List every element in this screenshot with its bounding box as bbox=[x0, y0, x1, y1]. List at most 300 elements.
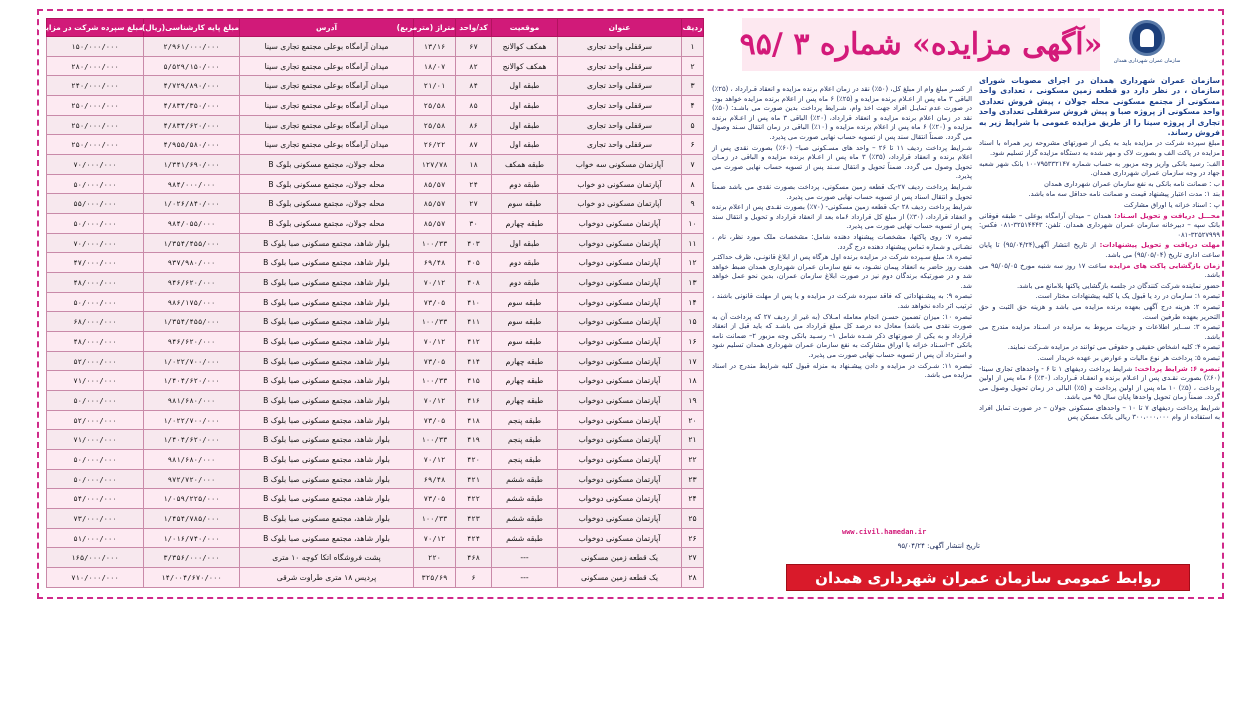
auction-table bbox=[11, 18, 704, 588]
website-link[interactable]: www.civil.hamedan.ir bbox=[842, 528, 927, 536]
deadline-label: مهلت دریافت و تحویل پیشنهادات: bbox=[1099, 241, 1221, 250]
table-cell: ۴۷/۰۰۰/۰۰۰ bbox=[47, 253, 144, 273]
table-row bbox=[47, 194, 704, 214]
table-cell: ۵۰/۰۰۰/۰۰۰ bbox=[47, 450, 144, 470]
table-cell: ۶۹/۴۸ bbox=[414, 469, 456, 489]
table-cell: ۸۵/۵۷ bbox=[414, 174, 456, 194]
table-cell: ۹ bbox=[682, 194, 704, 214]
table-cell: ۵۲/۰۰۰/۰۰۰ bbox=[47, 410, 144, 430]
table-cell: آپارتمان مسکونی دوخواب bbox=[558, 312, 682, 332]
header-row-number: ردیف bbox=[682, 19, 704, 37]
table-row bbox=[47, 548, 704, 568]
note-5: تبصره ۵: پرداخت هر نوع مالیات و عوارض بر عهده خریدار است. bbox=[1037, 353, 1220, 362]
table-cell: ۹۸۴/۰۰۰/۰۰۰ bbox=[144, 174, 240, 194]
attendance-note: حضور نماینده شرکت کنندگان در جلسه بازگشایی پاکتها بلامانع می باشد. bbox=[1017, 281, 1220, 290]
title-banner bbox=[739, 18, 1103, 71]
table-row bbox=[47, 253, 704, 273]
table-cell: آپارتمان مسکونی دو خواب bbox=[558, 174, 682, 194]
table-cell: ۷۰/۰۰۰/۰۰۰ bbox=[47, 233, 144, 253]
deadline-text: از تاریخ انتشار آگهی(۹۵/۰۴/۲۴) تا پایان ساعت اداری تاریخ (۹۵/۰۵/۰۴) می باشد. bbox=[979, 241, 1220, 259]
table-cell: ۱۴ bbox=[682, 292, 704, 312]
table-cell: ۵۰/۰۰۰/۰۰۰ bbox=[47, 214, 144, 234]
table-cell: ۹۳۷/۹۸۰/۰۰۰ bbox=[144, 253, 240, 273]
table-cell: ۱/۰۲۲/۷۰۰/۰۰۰ bbox=[144, 410, 240, 430]
table-cell: ۱/۴۰۴/۶۲۰/۰۰۰ bbox=[144, 371, 240, 391]
header-base-price: مبلغ پایه کارشناسی(ریال) bbox=[144, 19, 240, 37]
conditions-column-middle bbox=[712, 85, 972, 537]
table-cell: ۱۶ bbox=[682, 332, 704, 352]
table-row bbox=[47, 528, 704, 548]
table-cell: همکف کوالانج bbox=[492, 56, 558, 76]
table-row bbox=[47, 56, 704, 76]
table-cell: آپارتمان مسکونی سه خواب bbox=[558, 155, 682, 175]
table-cell: طبقه سوم bbox=[492, 194, 558, 214]
table-cell: ۷۰/۱۲ bbox=[414, 528, 456, 548]
table-cell: میدان آرامگاه بوعلی مجتمع تجاری سینا bbox=[240, 115, 414, 135]
publication-date: تاریخ انتشار آگهی: ۹۵/۰۴/۲۴ bbox=[897, 542, 980, 550]
table-cell: ۱۴/۰۰۴/۶۷۰/۰۰۰ bbox=[144, 568, 240, 588]
table-row bbox=[47, 96, 704, 116]
table-cell: ۱/۴۵۴/۷۸۵/۰۰۰ bbox=[144, 509, 240, 529]
table-cell: آپارتمان مسکونی دوخواب bbox=[558, 410, 682, 430]
payment-row-27: شـرایط پرداخت ردیف ۲۷-یک قطعه زمین مسکونی، پرداخت بصورت نقدی می باشد ضمناً تحویل و انتقال اسناد پس از تسویه حساب نهایی صورت می پذیرد. bbox=[712, 182, 972, 201]
table-cell: طبقه پنجم bbox=[492, 410, 558, 430]
table-cell: ۲۱/۰۱ bbox=[414, 76, 456, 96]
note-9: تبصره ۹: به پیشـنهاداتی که فاقد سپرده شرکت در مزایده و یا پس از مهلت قانونی باشند ، ترتیب اثر داده نخواهد شد. bbox=[712, 292, 972, 311]
table-cell: آپارتمان مسکونی دوخواب bbox=[558, 391, 682, 411]
table-cell: ۱ bbox=[682, 37, 704, 57]
note-3: تبصره ۳: ســایر اطلاعات و جزییات مربوط به مزایده در اسـناد مزایده مندرج می باشد. bbox=[979, 323, 1220, 341]
table-cell: ۲۷ bbox=[456, 194, 492, 214]
table-cell: ۸ bbox=[682, 174, 704, 194]
table-row bbox=[47, 292, 704, 312]
table-cell: ۲ bbox=[682, 56, 704, 76]
table-cell: ۳ bbox=[682, 76, 704, 96]
page-bottom bbox=[0, 600, 1258, 701]
table-cell: آپارتمان مسکونی دوخواب bbox=[558, 489, 682, 509]
table-cell: بلوار شاهد، مجتمع مسکونی صبا بلوک B bbox=[240, 312, 414, 332]
table-cell: ۸۷ bbox=[456, 135, 492, 155]
table-cell: میدان آرامگاه بوعلی مجتمع تجاری سینا bbox=[240, 96, 414, 116]
table-cell: ۷ bbox=[682, 155, 704, 175]
table-cell: ۱۳/۱۶ bbox=[414, 37, 456, 57]
table-row bbox=[47, 115, 704, 135]
table-cell: ۱۰۰/۳۳ bbox=[414, 312, 456, 332]
table-cell: آپارتمان مسکونی دوخواب bbox=[558, 509, 682, 529]
table-cell: ۵ bbox=[682, 115, 704, 135]
table-cell: ۱۷ bbox=[682, 351, 704, 371]
table-cell: طبقه پنجم bbox=[492, 450, 558, 470]
table-cell: ۸۵ bbox=[456, 96, 492, 116]
table-cell: ۸۵/۵۷ bbox=[414, 194, 456, 214]
table-row bbox=[47, 332, 704, 352]
table-cell: بلوار شاهد، مجتمع مسکونی صبا بلوک B bbox=[240, 528, 414, 548]
table-cell: ۶ bbox=[456, 568, 492, 588]
table-cell: ۱۸ bbox=[456, 155, 492, 175]
logo-caption: سازمان عمران شهرداری همدان bbox=[1113, 58, 1181, 64]
table-cell: ۴۰۳ bbox=[456, 233, 492, 253]
table-body bbox=[47, 37, 704, 588]
table-cell: ۱/۰۲۲/۷۰۰/۰۰۰ bbox=[144, 351, 240, 371]
table-cell: ۴ bbox=[682, 96, 704, 116]
table-cell: طبقه دوم bbox=[492, 174, 558, 194]
table-cell: طبقه ششم bbox=[492, 489, 558, 509]
table-cell: طبقه پنجم bbox=[492, 430, 558, 450]
note-6-text: شرایط پرداخت ردیفهای ۱ تا ۶ - واحدهای تجاری سینا- (۶۰٪) بصورت نقـدی پس از اعـلام برنده و انعقـاد قـرارداد، (۳۰٪) ۶ ماه پس از اولین پرداخت ، (۵٪) ۱۰ ماه پس از اولین پرداخت و (۵٪) البالی در زمان تحویل وصول می گردد. ضمناً زمان تحویل واحدها پایان سال ۹۵ می باشد. bbox=[979, 364, 1220, 402]
table-cell: ۲/۹۶۱/۰۰۰/۰۰۰ bbox=[144, 37, 240, 57]
table-cell: محله جولان، مجتمع مسکونی بلوک B bbox=[240, 214, 414, 234]
table-cell: ۵۱/۰۰۰/۰۰۰ bbox=[47, 528, 144, 548]
table-cell: ۴۱۱ bbox=[456, 312, 492, 332]
table-cell: ۷۰/۱۲ bbox=[414, 450, 456, 470]
table-cell: ۱/۰۱۶/۷۴۰/۰۰۰ bbox=[144, 528, 240, 548]
table-cell: آپارتمان مسکونی دوخواب bbox=[558, 371, 682, 391]
table-cell: طبقه دوم bbox=[492, 273, 558, 293]
table-row bbox=[47, 391, 704, 411]
opening-time-text: ساعت ۱۷ روز سه شنبه مورخ ۹۵/۰۵/۰۵ می باشد. bbox=[979, 261, 1220, 280]
table-cell: طبقه سوم bbox=[492, 332, 558, 352]
table-cell: ۵۰/۰۰۰/۰۰۰ bbox=[47, 391, 144, 411]
table-cell: ۹۷۲/۷۲۰/۰۰۰ bbox=[144, 469, 240, 489]
table-cell: ۴/۷۲۹/۸۹۰/۰۰۰ bbox=[144, 76, 240, 96]
table-cell: ۱۱ bbox=[682, 233, 704, 253]
table-cell: محله جولان، مجتمع مسکونی بلوک B bbox=[240, 155, 414, 175]
table-cell: طبقه همکف bbox=[492, 155, 558, 175]
table-row bbox=[47, 509, 704, 529]
table-cell: ۵۴/۰۰۰/۰۰۰ bbox=[47, 489, 144, 509]
table-cell: ۴۱۲ bbox=[456, 332, 492, 352]
table-row bbox=[47, 135, 704, 155]
table-cell: --- bbox=[492, 548, 558, 568]
table-cell: طبقه دوم bbox=[492, 253, 558, 273]
conditions-column-right bbox=[979, 76, 1220, 552]
table-row bbox=[47, 450, 704, 470]
table-cell: آپارتمان مسکونی دوخواب bbox=[558, 253, 682, 273]
table-cell: بلوار شاهد، مجتمع مسکونی صبا بلوک B bbox=[240, 332, 414, 352]
table-header-row bbox=[47, 19, 704, 37]
table-cell: ۱۰۰/۳۳ bbox=[414, 509, 456, 529]
table-cell: میدان آرامگاه بوعلی مجتمع تجاری سینا bbox=[240, 56, 414, 76]
table-cell: ۴۲۱ bbox=[456, 469, 492, 489]
table-cell: ۴/۸۳۴/۶۲۰/۰۰۰ bbox=[144, 115, 240, 135]
note-6-label: تبصره ۶: شرایط پرداخت: bbox=[1134, 364, 1220, 373]
table-cell: ۴۰۵ bbox=[456, 253, 492, 273]
table-cell: ۷۰/۱۲ bbox=[414, 332, 456, 352]
table-cell: طبقه ششم bbox=[492, 528, 558, 548]
table-cell: ۸۲ bbox=[456, 56, 492, 76]
table-cell: ۱۸/۰۷ bbox=[414, 56, 456, 76]
table-cell: ۹۴۶/۶۲۰/۰۰۰ bbox=[144, 332, 240, 352]
table-cell: همکف کوالانج bbox=[492, 37, 558, 57]
footer-banner: روابط عمومی سازمان عمران شهرداری همدان bbox=[786, 564, 1190, 591]
table-cell: بلوار شاهد، مجتمع مسکونی صبا بلوک B bbox=[240, 391, 414, 411]
table-cell: ۷۳/۰۵ bbox=[414, 351, 456, 371]
deposit-option-b: ب : ضمانت نامه بانکی به نفع سازمان عمران شهرداری همدان bbox=[1043, 179, 1220, 188]
table-cell: ۲۲۰ bbox=[414, 548, 456, 568]
table-cell: بلوار شاهد، مجتمع مسکونی صبا بلوک B bbox=[240, 233, 414, 253]
table-cell: سرقفلی واحد تجاری bbox=[558, 115, 682, 135]
table-cell: ۴۸/۰۰۰/۰۰۰ bbox=[47, 332, 144, 352]
table-cell: ۷۱/۰۰۰/۰۰۰ bbox=[47, 430, 144, 450]
table-cell: ۱/۰۲۶/۸۴۰/۰۰۰ bbox=[144, 194, 240, 214]
note-10: تبصره ۱۰: میزان تضمین حسـن انجام معامله امـلاک (به غیر از ردیف ۲۷ که پرداخت آن به صورت نقدی می باشد) معادل ده درصد کل مبلغ قرارداد می باشـد که باید قبل از انعقاد قرارداد و به یکی از صورتهای ذکر شـده شامل ۱– رسـید بانکی وجه مزبور ۲– ضمانت نامه بانکی ۳–اسـناد خزانه یا اوراق مشارکت به نفع سازمان عمران شهرداری همدان تسلیم شود و استرداد آن پس از تسویه حساب نهایی صورت می پذیرد. bbox=[712, 312, 973, 360]
table-cell: طبقه اول bbox=[492, 135, 558, 155]
table-cell: آپارتمان مسکونی دوخواب bbox=[558, 430, 682, 450]
opening-time bbox=[979, 262, 1220, 281]
table-cell: ۸۶ bbox=[456, 115, 492, 135]
table-cell: بلوار شاهد، مجتمع مسکونی صبا بلوک B bbox=[240, 253, 414, 273]
table-cell: ۴۸/۰۰۰/۰۰۰ bbox=[47, 273, 144, 293]
table-cell: ۵۰/۰۰۰/۰۰۰ bbox=[47, 469, 144, 489]
table-cell: محله جولان، مجتمع مسکونی بلوک B bbox=[240, 174, 414, 194]
table-cell: ۱/۳۴۱/۶۹۰/۰۰۰ bbox=[144, 155, 240, 175]
table-cell: ۵۵/۰۰۰/۰۰۰ bbox=[47, 194, 144, 214]
header-address: آدرس bbox=[240, 19, 414, 37]
table-cell: آپارتمان مسکونی دوخواب bbox=[558, 233, 682, 253]
table-cell: یک قطعه زمین مسکونی bbox=[558, 548, 682, 568]
table-cell: ۴۲۴ bbox=[456, 528, 492, 548]
payment-row-28: شرایط پرداخت ردیف ۲۸ -یک قطعه زمین مسکونی- (۷۰٪) بصورت نقـدی پس از اعلام برنده و انعقاد قرارداد، (۳۰٪) از مبلغ کل قرارداد ۶ماه بعد از انعقاد قرارداد و تحویل و انتقال سند پس از تسویه حساب نهایی صورت می پذیرد. bbox=[712, 203, 972, 231]
table-row bbox=[47, 489, 704, 509]
deadline bbox=[979, 241, 1220, 260]
emblem-icon bbox=[1129, 20, 1165, 56]
table-cell: ۵۰/۰۰۰/۰۰۰ bbox=[47, 174, 144, 194]
table-cell: طبقه چهارم bbox=[492, 214, 558, 234]
table-cell: ۴۱۵ bbox=[456, 371, 492, 391]
table-cell: بلوار شاهد، مجتمع مسکونی صبا بلوک B bbox=[240, 469, 414, 489]
table-cell: ۱۵۰/۰۰۰/۰۰۰ bbox=[47, 37, 144, 57]
table-cell: ۹۸۶/۱۷۵/۰۰۰ bbox=[144, 292, 240, 312]
table-cell: ۵/۵۲۹/۱۵۰/۰۰۰ bbox=[144, 56, 240, 76]
table-cell: ۷۱/۰۰۰/۰۰۰ bbox=[47, 371, 144, 391]
table-cell: ۱/۳۵۴/۴۵۵/۰۰۰ bbox=[144, 233, 240, 253]
note-7b: تبصره ۷: روی پاکتها، مشخصات پیشنهاد دهنده شامل: مشخصات ملک مورد نظر، نام ، نشـانی و شماره تماس پیشنهاد دهنده درج گردد. bbox=[712, 232, 973, 251]
table-row bbox=[47, 371, 704, 391]
table-row bbox=[47, 37, 704, 57]
table-row bbox=[47, 469, 704, 489]
note-7: شرایط پرداخت ردیفهای ۷ تا ۱۰ – واحدهای مسکونی جولان – در صورت تمایل افراد به استفاده از وام ۳۰۰،۰۰۰،۰۰۰ ریالی بانک مسکن پس bbox=[979, 403, 1220, 422]
table-cell: ۲۲ bbox=[682, 450, 704, 470]
table-cell: آپارتمان مسکونی دوخواب bbox=[558, 332, 682, 352]
table-cell: ۴/۹۵۵/۵۸۰/۰۰۰ bbox=[144, 135, 240, 155]
note-8: تبصره ۸: مبلغ سـپرده شرکت در مزایده برنده اول هرگاه پس از ابلاغ قانونـی، ظرف حداکثـر هفت روز حاضر به انعقاد پیمان نشـود، به نفع سازمان عمران شهرداری همدان ضبط خواهد شد و در صورتیکه برندگان دوم نیز در صورت ابلاغ سازمان عمران، بدین نحو عمل خواهد شد. bbox=[712, 253, 972, 290]
table-cell: بلوار شاهد، مجتمع مسکونی صبا بلوک B bbox=[240, 371, 414, 391]
opening-time-label: زمان بازگشایی پاکت های مزایده bbox=[1109, 261, 1221, 270]
table-row bbox=[47, 273, 704, 293]
table-row bbox=[47, 351, 704, 371]
table-row bbox=[47, 430, 704, 450]
table-cell: ۲۳ bbox=[682, 469, 704, 489]
table-cell: طبقه سوم bbox=[492, 312, 558, 332]
note-6 bbox=[979, 365, 1220, 403]
table-cell: طبقه اول bbox=[492, 96, 558, 116]
table-cell: ۱/۴۰۴/۶۲۰/۰۰۰ bbox=[144, 430, 240, 450]
table-cell: ۲۱ bbox=[682, 430, 704, 450]
table-cell: ۲۵۰/۰۰۰/۰۰۰ bbox=[47, 115, 144, 135]
table-cell: ۵۰/۰۰۰/۰۰۰ bbox=[47, 292, 144, 312]
table-cell: ۱۶۵/۰۰۰/۰۰۰ bbox=[47, 548, 144, 568]
table-cell: ۳۲۵/۶۹ bbox=[414, 568, 456, 588]
table-cell: سرقفلی واحد تجاری bbox=[558, 76, 682, 96]
table-cell: ۱۰۰/۳۳ bbox=[414, 233, 456, 253]
table-cell: ۲۵/۵۸ bbox=[414, 96, 456, 116]
table-cell: ۷۳/۰۰۰/۰۰۰ bbox=[47, 509, 144, 529]
table-cell: محله جولان، مجتمع مسکونی بلوک B bbox=[240, 194, 414, 214]
payment-jolan: از کسـر مبلغ وام از مبلغ کل، (۵۰٪) نقد در زمان اعلام برنده مزایده و انعقاد قـرارداد ، (۲۵٪) الباقی ۳ ماه پس از اعـلام برنده مزایده و (۲۵٪) ۶ ماه پس از اعلام برنده مزایده خواهد بود. در صورت عدم تمایـل افراد جهت اخذ وام، شـرایط پرداخت بدین صورت می باشـد: (۵۰٪) نقد در زمان اعلام برنده مزایده و انعقاد قرارداد، (۲۰٪) الباقی ۳ ماه پس از اعـلام برنده مزایده و (۲۰٪) ۶ ماه پس از اعلام برنده مزایده و (۱۰٪) الباقی در زمان انتقال سـند وصول می گردد. ضمناً انتقال سند پس از تسویه حساب نهایی صورت می پذیرد. bbox=[712, 85, 972, 141]
table-cell: میدان آرامگاه بوعلی مجتمع تجاری سینا bbox=[240, 37, 414, 57]
documents-location-label: محـــل دریافت و تحویل اسـناد: bbox=[1114, 211, 1220, 220]
table-cell: ۱۸ bbox=[682, 371, 704, 391]
table-cell: ۱۰ bbox=[682, 214, 704, 234]
table-cell: سرقفلی واحد تجاری bbox=[558, 135, 682, 155]
table-cell: ۸۵/۵۷ bbox=[414, 214, 456, 234]
table-cell: پردیس ۱۸ متری طراوت شرقی bbox=[240, 568, 414, 588]
table-cell: ۲۴۰/۰۰۰/۰۰۰ bbox=[47, 76, 144, 96]
table-cell: میدان آرامگاه بوعلی مجتمع تجاری سینا bbox=[240, 135, 414, 155]
table-cell: ۱۵ bbox=[682, 312, 704, 332]
table-cell: ۲۵۰/۰۰۰/۰۰۰ bbox=[47, 135, 144, 155]
table-cell: ۲۷ bbox=[682, 548, 704, 568]
header-title: عنوان bbox=[558, 19, 682, 37]
table-cell: ۳/۳۵۶/۰۰۰/۰۰۰ bbox=[144, 548, 240, 568]
table-cell: طبقه سوم bbox=[492, 292, 558, 312]
table-cell: ۲۴ bbox=[456, 174, 492, 194]
table-cell: ۴۶۸ bbox=[456, 548, 492, 568]
deposit-paragraph: مبلغ سپرده شرکت در مزایده باید به یکی از صورتهای مشروحه زیر همراه با اسناد مزایده در پاکت الف و بصورت لاک و مهر شده به دستگاه مزایده گزار تسلیم شود. bbox=[979, 139, 1220, 158]
table-cell: طبقه ششم bbox=[492, 469, 558, 489]
table-row bbox=[47, 174, 704, 194]
table-cell: ۴۱۰ bbox=[456, 292, 492, 312]
table-cell: طبقه چهارم bbox=[492, 391, 558, 411]
table-cell: ۴۲۰ bbox=[456, 450, 492, 470]
table-cell: بلوار شاهد، مجتمع مسکونی صبا بلوک B bbox=[240, 509, 414, 529]
table-cell: ۷۳/۰۵ bbox=[414, 489, 456, 509]
table-cell: ۴۱۹ bbox=[456, 430, 492, 450]
table-cell: ۴۲۳ bbox=[456, 509, 492, 529]
table-cell: ۳۰ bbox=[456, 214, 492, 234]
table-cell: ۹۸۱/۶۸۰/۰۰۰ bbox=[144, 391, 240, 411]
table-cell: ۹۸۴/۰۵۵/۰۰۰ bbox=[144, 214, 240, 234]
documents-location bbox=[979, 212, 1220, 241]
table-cell: ۹۸۱/۶۸۰/۰۰۰ bbox=[144, 450, 240, 470]
table-cell: ۴/۸۳۴/۳۵۰/۰۰۰ bbox=[144, 96, 240, 116]
table-row bbox=[47, 155, 704, 175]
table-cell: آپارتمان مسکونی دوخواب bbox=[558, 292, 682, 312]
table-cell: سرقفلی واحد تجاری bbox=[558, 96, 682, 116]
table-cell: ۸۴ bbox=[456, 76, 492, 96]
intro-paragraph: سازمان عمران شهرداری همدان در اجرای مصوبات شورای سازمان ، در نظر دارد دو قطعه زمین مسکونی ، تعدادی واحد مسکونی از مجتمع مسکونی محله جولان ، پیش فروش تعدادی واحد مسکونی از پروژه صبا و پیش فروش سرقفلی تعدادی واحد تجاری از پروژه سینا را از طریق مزایده عمومی با شرایط زیر به فروش رساند. bbox=[979, 76, 1220, 138]
table-cell: ۲۸۰/۰۰۰/۰۰۰ bbox=[47, 56, 144, 76]
table-cell: ۲۴ bbox=[682, 489, 704, 509]
table-cell: ۶۸/۰۰۰/۰۰۰ bbox=[47, 312, 144, 332]
table-cell: ۲۵ bbox=[682, 509, 704, 529]
table-cell: بلوار شاهد، مجتمع مسکونی صبا بلوک B bbox=[240, 430, 414, 450]
table-cell: میدان آرامگاه بوعلی مجتمع تجاری سینا bbox=[240, 76, 414, 96]
table-cell: --- bbox=[492, 568, 558, 588]
table-cell: طبقه چهارم bbox=[492, 351, 558, 371]
table-cell: یک قطعه زمین مسکونی bbox=[558, 568, 682, 588]
table-cell: ۷۳/۰۵ bbox=[414, 410, 456, 430]
table-cell: بلوار شاهد، مجتمع مسکونی صبا بلوک B bbox=[240, 273, 414, 293]
table-cell: آپارتمان مسکونی دوخواب bbox=[558, 214, 682, 234]
table-cell: آپارتمان مسکونی دوخواب bbox=[558, 469, 682, 489]
table-cell: ۷۰/۰۰۰/۰۰۰ bbox=[47, 155, 144, 175]
table-cell: ۶ bbox=[682, 135, 704, 155]
table-cell: بلوار شاهد، مجتمع مسکونی صبا بلوک B bbox=[240, 489, 414, 509]
table-cell: ۴۱۶ bbox=[456, 391, 492, 411]
table-cell: سرقفلی واحد تجاری bbox=[558, 37, 682, 57]
deposit-option-a: الف: رسید بانکی واریز وجه مزبور به حساب شماره ۱۰۰۷۹۵۳۳۲۱۴۷ بانک شهر شعبه جهاد در وجه سازمان عمران شهرداری همدان. bbox=[979, 159, 1220, 178]
table-cell: ۱/۰۵۹/۲۲۵/۰۰۰ bbox=[144, 489, 240, 509]
table-cell: ۱۹ bbox=[682, 391, 704, 411]
table-cell: طبقه اول bbox=[492, 76, 558, 96]
table-cell: ۶۹/۴۸ bbox=[414, 253, 456, 273]
table-cell: طبقه چهارم bbox=[492, 371, 558, 391]
table-cell: ۲۵۰/۰۰۰/۰۰۰ bbox=[47, 96, 144, 116]
note-2: تبصره ۲: هزینه درج آگهی بعهده برنده مزایده می باشد و هزینه حق الثبت و حق التحریر بعهده طرفین است. bbox=[979, 302, 1221, 321]
table-cell: ۴۰۸ bbox=[456, 273, 492, 293]
table-cell: ۶۷ bbox=[456, 37, 492, 57]
table-cell: ۱۰۰/۳۳ bbox=[414, 371, 456, 391]
table-cell: بلوار شاهد، مجتمع مسکونی صبا بلوک B bbox=[240, 410, 414, 430]
table-row bbox=[47, 410, 704, 430]
header-area: متراژ (مترمربع) bbox=[414, 19, 456, 37]
table-cell: طبقه ششم bbox=[492, 509, 558, 529]
header-deposit: مبلغ سپرده شرکت در مزایده (ریال) bbox=[47, 19, 144, 37]
table-cell: آپارتمان مسکونی دو خواب bbox=[558, 194, 682, 214]
table-cell: ۷۰/۱۲ bbox=[414, 273, 456, 293]
table-cell: ۱۰۰/۳۳ bbox=[414, 430, 456, 450]
table-cell: ۴۱۸ bbox=[456, 410, 492, 430]
table-cell: آپارتمان مسکونی دوخواب bbox=[558, 528, 682, 548]
note-4: تبصره ۴: کلیه اشخاص حقیقی و حقوقی می توانند در مزایده شـرکت نمایند. bbox=[1007, 343, 1220, 352]
organization-logo bbox=[1113, 20, 1181, 68]
table-cell: ۱۳ bbox=[682, 273, 704, 293]
table-cell: ۷۳/۰۵ bbox=[414, 292, 456, 312]
table-cell: بلوار شاهد، مجتمع مسکونی صبا بلوک B bbox=[240, 292, 414, 312]
table-cell: ۹۴۶/۶۲۰/۰۰۰ bbox=[144, 273, 240, 293]
header-location: موقعیت bbox=[492, 19, 558, 37]
table-cell: ۵۲/۰۰۰/۰۰۰ bbox=[47, 351, 144, 371]
clause-1: بند ۱: مدت اعتبار پیشنهاد قیمت و ضمانت نامه حداقل سه ماه باشد. bbox=[1028, 190, 1220, 199]
table-cell: طبقه اول bbox=[492, 233, 558, 253]
documents-location-text: همدان – میدان آرامگاه بوعلی – طبقه فوقانی بانک سپه – دبیرخانه سازمان عمران شهرداری همدان. تلفن: ۳۲۵۱۴۴۴۳-۰۸۱ فکس: ۳۲۵۲۷۹۹۹-۰۸۱ bbox=[979, 211, 1221, 239]
table-cell: ۷۱۰/۰۰۰/۰۰۰ bbox=[47, 568, 144, 588]
table-cell: ۲۶ bbox=[682, 528, 704, 548]
table-cell: سرقفلی واحد تجاری bbox=[558, 56, 682, 76]
table-row bbox=[47, 568, 704, 588]
table-row bbox=[47, 312, 704, 332]
deposit-option-c: پ : اسناد خزانه یا اوراق مشارکت bbox=[1123, 201, 1220, 209]
table-cell: ۱۲ bbox=[682, 253, 704, 273]
table-row bbox=[47, 214, 704, 234]
table-cell: آپارتمان مسکونی دوخواب bbox=[558, 273, 682, 293]
note-1: تبصره ۱: سازمان در رد یا قبول یک یا کلیه پیشنهادات مختار است. bbox=[1035, 292, 1220, 301]
table-row bbox=[47, 76, 704, 96]
table-cell: ۱۲۷/۷۸ bbox=[414, 155, 456, 175]
table-cell: ۴۱۴ bbox=[456, 351, 492, 371]
table-cell: ۲۶/۲۲ bbox=[414, 135, 456, 155]
table-cell: آپارتمان مسکونی دوخواب bbox=[558, 351, 682, 371]
table-cell: ۷۰/۱۲ bbox=[414, 391, 456, 411]
header-unit-code: کد/واحد bbox=[456, 19, 492, 37]
table-row bbox=[47, 233, 704, 253]
table-cell: پشت فروشگاه اتکا کوچه ۱۰ متری bbox=[240, 548, 414, 568]
table-cell: بلوار شاهد، مجتمع مسکونی صبا بلوک B bbox=[240, 351, 414, 371]
payment-saba: شـرایط پرداخت ردیف ۱۱ تا ۲۶ – واحد های مسـکونی صبا– (۶۰٪) بصورت نقدی پس از اعلام برنده و انعقاد قرارداد، (۳۵٪) ۳ ماه پس از اعـلام برنده مزایده و الباقی در زمـان تحویل وصول می گردد. ضمناً تحویل و انتقال سـند پس از تسویه حساب نهایی صورت می پذیرد. bbox=[712, 143, 972, 181]
table-cell: ۱/۳۵۴/۴۵۵/۰۰۰ bbox=[144, 312, 240, 332]
table-cell: بلوار شاهد، مجتمع مسکونی صبا بلوک B bbox=[240, 450, 414, 470]
